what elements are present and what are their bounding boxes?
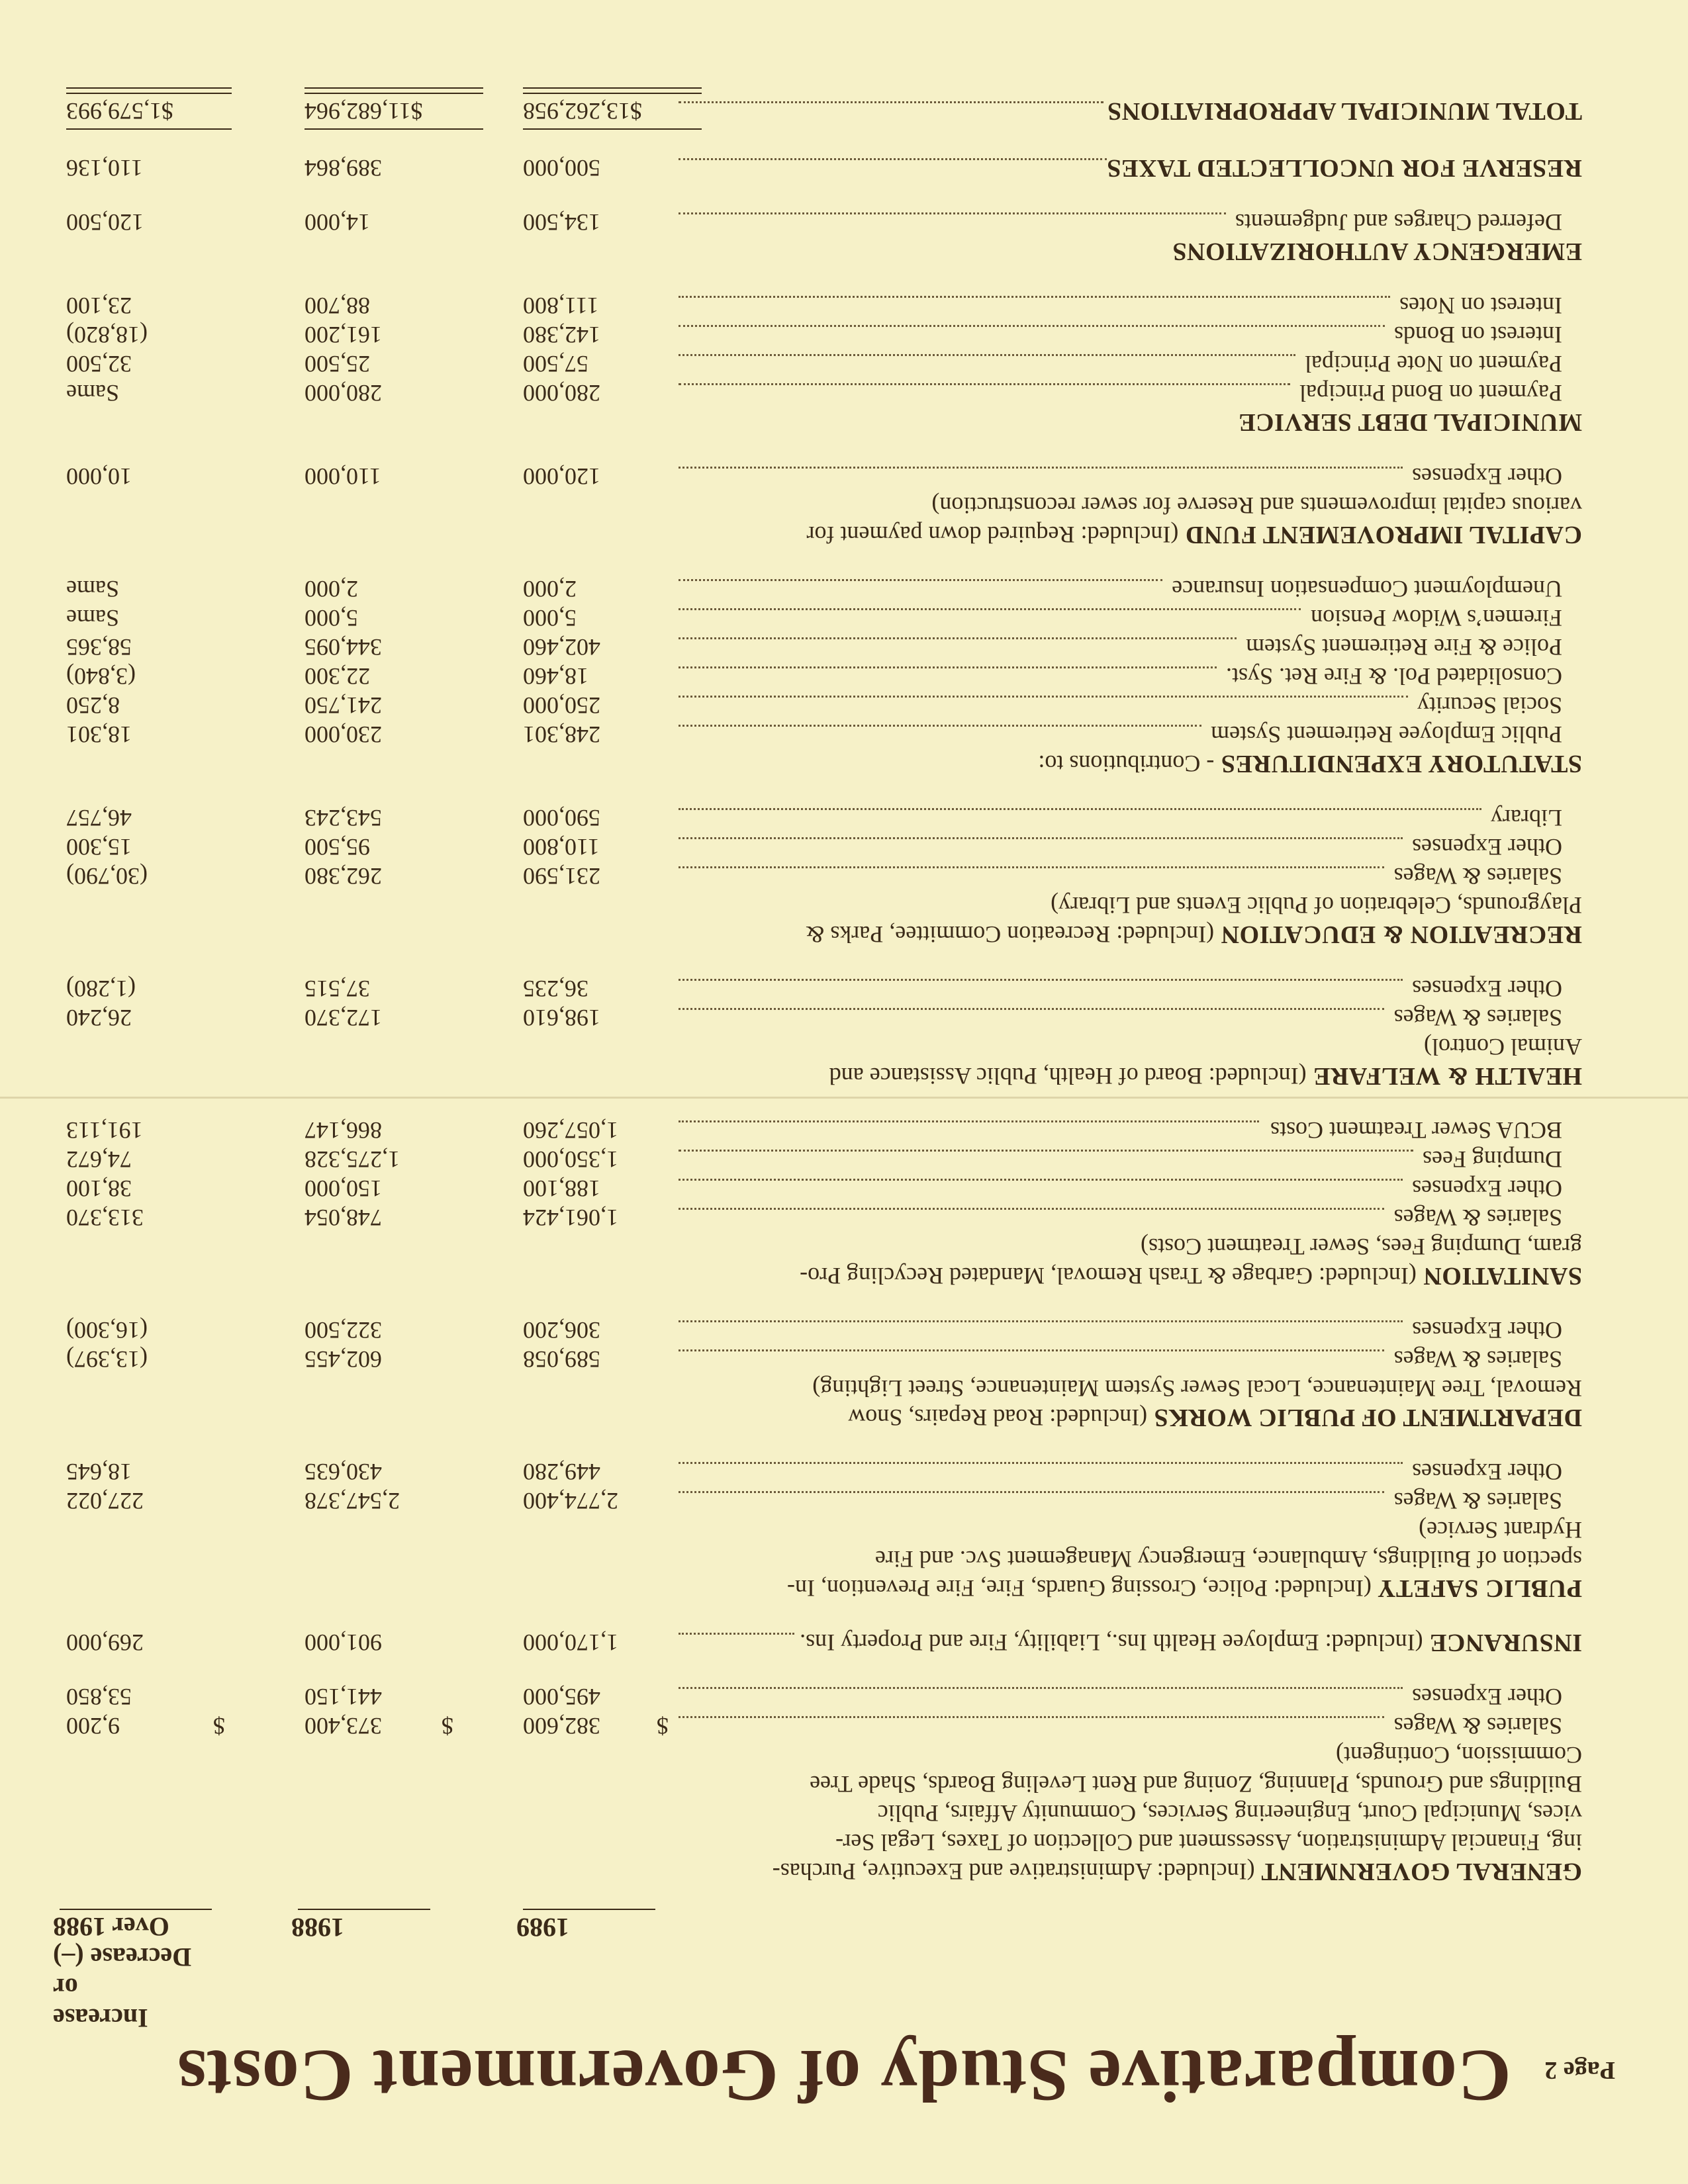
- value-1988: 172,370: [305, 1005, 382, 1031]
- total-rule-double-1: [66, 93, 232, 94]
- value-1988: 373,400: [305, 1713, 382, 1739]
- value-change: (1,280): [66, 976, 136, 1002]
- line-item-label: Salaries & Wages: [1393, 1346, 1562, 1373]
- value-1988: 2,000: [305, 576, 358, 602]
- section-description-line: Commission, Contingent): [1335, 1742, 1582, 1768]
- page-number: Page 2: [1544, 2056, 1615, 2084]
- value-1989: 248,301: [523, 721, 600, 748]
- value-1989: 250,000: [523, 692, 600, 719]
- line-item-label: BCUA Sewer Treatment Costs: [1270, 1117, 1562, 1144]
- value-1989: 110,800: [523, 834, 600, 860]
- section-title: SANITATION: [1423, 1262, 1582, 1290]
- dot-leader: [679, 1320, 1403, 1322]
- value-1989: 111,800: [523, 293, 599, 319]
- value-1989: 1,057,260: [523, 1117, 618, 1144]
- dot-leader: [679, 1008, 1384, 1010]
- value-1989: $13,262,958: [523, 98, 642, 124]
- value-change: 227,022: [66, 1488, 144, 1514]
- total-rule-double-1: [305, 93, 483, 94]
- column-label-change-4: Over 1988: [53, 1912, 169, 1942]
- value-1988: 241,750: [305, 692, 382, 719]
- total-rule-top: [66, 128, 232, 130]
- value-1988: 748,054: [305, 1205, 382, 1231]
- value-change: (18,820): [66, 322, 148, 348]
- value-1989: 36,235: [523, 976, 588, 1002]
- line-item-label: Library: [1491, 805, 1562, 831]
- value-1988: 150,000: [305, 1175, 382, 1202]
- line-item-label: Payment on Bond Principal: [1299, 380, 1562, 406]
- line-item-label: Dumping Fees: [1423, 1146, 1562, 1173]
- dot-leader: [679, 296, 1390, 298]
- line-item-label: Salaries & Wages: [1393, 1713, 1562, 1739]
- value-change: (30,790): [66, 863, 148, 889]
- value-change: 46,757: [66, 805, 132, 831]
- value-1989: 500,000: [523, 155, 600, 181]
- section-description: (Included: Garbage & Trash Removal, Mandated Recycling Pro-: [800, 1263, 1417, 1289]
- value-change: 15,300: [66, 834, 132, 860]
- value-change: Same: [66, 576, 119, 602]
- section-heading: [800, 1628, 1582, 1657]
- value-1988: 14,000: [305, 209, 370, 236]
- dot-leader: [679, 608, 1301, 610]
- value-1989: 18,460: [523, 663, 588, 690]
- value-change: 32,500: [66, 351, 132, 377]
- dot-leader: [679, 1150, 1413, 1152]
- section-description-line: Removal, Tree Maintenance, Local Sewer System Maintenance, Street Lighting): [812, 1375, 1582, 1402]
- line-item-label: Salaries & Wages: [1393, 1005, 1562, 1031]
- line-item-label: Other Expenses: [1412, 1317, 1562, 1343]
- value-1989: 280,000: [523, 380, 600, 406]
- section-title: RESERVE FOR UNCOLLECTED TAXES: [1106, 154, 1582, 182]
- value-1988: 322,500: [305, 1317, 382, 1343]
- value-1989: 5,000: [523, 605, 577, 631]
- currency-symbol: $: [213, 1713, 225, 1739]
- total-rule-double-2: [305, 87, 483, 89]
- value-change: 38,100: [66, 1175, 132, 1202]
- section-heading: [1038, 749, 1582, 778]
- value-change: 53,850: [66, 1684, 132, 1710]
- dot-leader: [679, 354, 1295, 356]
- dot-leader: [679, 1716, 1384, 1718]
- value-change: 18,301: [66, 721, 132, 748]
- value-1988: 262,380: [305, 863, 382, 889]
- line-item-label: Other Expenses: [1412, 1175, 1562, 1202]
- section-description: (Included: Board of Health, Public Assistance and: [829, 1063, 1307, 1089]
- section-description-line: Animal Control): [1424, 1034, 1582, 1060]
- value-change: 74,672: [66, 1146, 132, 1173]
- total-rule-double-2: [523, 87, 702, 89]
- dot-leader: [679, 696, 1408, 698]
- section-heading: [787, 1574, 1582, 1603]
- section-description-line: ing, Financial Administration, Assessment and Collection of Taxes, Legal Ser-: [835, 1829, 1582, 1856]
- line-item-label: Other Expenses: [1412, 976, 1562, 1002]
- line-item-label: Payment on Note Principal: [1305, 351, 1562, 377]
- line-item-label: Social Security: [1417, 692, 1562, 719]
- total-rule-double-2: [66, 87, 232, 89]
- value-change: 191,113: [66, 1117, 143, 1144]
- line-item-label: Other Expenses: [1412, 463, 1562, 490]
- line-item-label: Firemen’s Widow Pension: [1311, 605, 1562, 631]
- total-rule-top: [305, 128, 483, 130]
- section-title: RECREATION & EDUCATION: [1221, 921, 1582, 948]
- section-description-line: spection of Buildings, Ambulance, Emergency Management Svc. and Fire: [874, 1546, 1582, 1572]
- line-item-label: Consolidated Pol. & Fire Ret. Syst.: [1225, 663, 1562, 690]
- value-1988: 543,243: [305, 805, 382, 831]
- value-change: (13,397): [66, 1346, 148, 1373]
- value-1989: 589,058: [523, 1346, 600, 1373]
- section-title: INSURANCE: [1429, 1629, 1582, 1657]
- value-1989: 382,600: [523, 1713, 600, 1739]
- value-1989: 1,350,000: [523, 1146, 618, 1173]
- dot-leader: [679, 637, 1237, 639]
- line-item-label: Salaries & Wages: [1393, 863, 1562, 889]
- value-change: Same: [66, 605, 119, 631]
- dot-leader: [679, 1120, 1259, 1122]
- total-rule-double-1: [523, 93, 702, 94]
- value-1988: 1,275,328: [305, 1146, 400, 1173]
- value-change: 23,100: [66, 293, 132, 319]
- value-1988: 25,500: [305, 351, 370, 377]
- dot-leader: [679, 808, 1481, 810]
- section-title: EMERGENCY AUTHORIZATIONS: [1172, 238, 1582, 265]
- line-item-label: Public Employee Retirement System: [1211, 721, 1562, 748]
- dot-leader: [679, 383, 1290, 385]
- dot-leader: [679, 979, 1403, 981]
- page-title: Comparative Study of Government Costs: [177, 2034, 1511, 2116]
- value-1988: 389,864: [305, 155, 382, 181]
- line-item-label: Unemployment Compensation Insurance: [1172, 576, 1562, 602]
- section-heading: [1172, 237, 1582, 266]
- value-1989: 495,000: [523, 1684, 600, 1710]
- section-title: MUNICIPAL DEBT SERVICE: [1238, 408, 1582, 436]
- section-description: - Contributions to:: [1038, 751, 1215, 777]
- value-change: 9,200: [66, 1713, 120, 1739]
- column-label-1989: 1989: [516, 1913, 569, 1942]
- section-title: DEPARTMENT OF PUBLIC WORKS: [1154, 1404, 1582, 1432]
- column-label-change-3: Decrease (–): [53, 1942, 192, 1972]
- section-description: (Included: Employee Health Ins., Liability, Fire and Property Ins.: [800, 1629, 1423, 1656]
- section-heading: [806, 920, 1582, 949]
- value-1988: 344,095: [305, 634, 382, 660]
- dot-leader: [679, 866, 1384, 868]
- value-1988: 230,000: [305, 721, 382, 748]
- value-change: 10,000: [66, 463, 132, 490]
- value-change: 120,500: [66, 209, 144, 236]
- column-label-change-2: or: [53, 1973, 78, 2003]
- dot-leader: [679, 212, 1226, 214]
- value-1989: 57,500: [523, 351, 588, 377]
- line-item-label: Interest on Bonds: [1394, 322, 1562, 348]
- section-heading: [1239, 408, 1582, 437]
- value-1988: 866,147: [305, 1117, 382, 1144]
- dot-leader: [679, 467, 1403, 469]
- value-1988: 441,150: [305, 1684, 382, 1710]
- value-1988: 161,200: [305, 322, 382, 348]
- dot-leader: [679, 837, 1403, 839]
- dot-leader: [679, 1491, 1384, 1493]
- value-1988: 110,000: [305, 463, 381, 490]
- dot-leader: [679, 1687, 1403, 1689]
- line-item-label: Interest on Notes: [1399, 293, 1562, 319]
- dot-leader: [679, 1633, 794, 1635]
- column-label-1988: 1988: [291, 1913, 344, 1942]
- section-title: GENERAL GOVERNMENT: [1261, 1858, 1582, 1886]
- line-item-label: Salaries & Wages: [1393, 1488, 1562, 1514]
- value-change: 58,365: [66, 634, 132, 660]
- value-1989: 1,061,424: [523, 1205, 618, 1231]
- value-1989: 449,280: [523, 1459, 600, 1485]
- dot-leader: [679, 725, 1201, 727]
- value-change: 269,000: [66, 1629, 144, 1656]
- value-1989: 402,460: [523, 634, 600, 660]
- value-1989: 1,170,000: [523, 1629, 618, 1656]
- currency-symbol: $: [442, 1713, 453, 1739]
- section-description-line: Playgrounds, Celebration of Public Events and Library): [1051, 892, 1582, 919]
- dot-leader: [679, 579, 1162, 581]
- line-item-label: Deferred Charges and Judgements: [1235, 209, 1562, 236]
- value-1988: 37,515: [305, 976, 370, 1002]
- value-change: 313,370: [66, 1205, 144, 1231]
- value-1988: 280,000: [305, 380, 382, 406]
- section-description-line: vices, Municipal Court, Engineering Services, Community Affairs, Public: [877, 1800, 1582, 1827]
- dot-leader: [679, 1349, 1384, 1351]
- dot-leader: [679, 101, 1103, 103]
- value-change: (16,300): [66, 1317, 148, 1343]
- total-rule-top: [523, 128, 702, 130]
- line-item-label: Salaries & Wages: [1393, 1205, 1562, 1231]
- value-1989: 188,100: [523, 1175, 600, 1202]
- value-1989: 231,590: [523, 863, 600, 889]
- value-1988: 430,635: [305, 1459, 382, 1485]
- value-1988: 88,700: [305, 293, 370, 319]
- value-change: Same: [66, 380, 119, 406]
- section-description: (Included: Road Repairs, Snow: [848, 1404, 1148, 1431]
- section-heading: [848, 1403, 1582, 1432]
- value-1988: $11,682,964: [305, 98, 423, 124]
- section-title: PUBLIC SAFETY: [1378, 1574, 1582, 1602]
- section-description: (Included: Recreation Committee, Parks &: [806, 921, 1215, 948]
- section-description-line: various capital improvements and Reserve for sewer reconstruction): [931, 492, 1582, 519]
- line-item-label: Police & Fire Retirement System: [1246, 634, 1562, 660]
- value-change: (3,840): [66, 663, 136, 690]
- value-change: $1,579,993: [66, 98, 173, 124]
- total-label: TOTAL MUNICIPAL APPROPRIATIONS: [1107, 97, 1582, 125]
- value-1989: 134,500: [523, 209, 600, 236]
- dot-leader: [679, 158, 1107, 160]
- value-1989: 198,610: [523, 1005, 600, 1031]
- line-item-label: Other Expenses: [1412, 1459, 1562, 1485]
- value-change: 18,645: [66, 1459, 132, 1485]
- line-item-label: Other Expenses: [1412, 834, 1562, 860]
- section-title: STATUTORY EXPENDITURES: [1221, 750, 1582, 778]
- section-heading: [829, 1062, 1582, 1091]
- section-heading: [807, 520, 1582, 549]
- dot-leader: [679, 1179, 1403, 1181]
- value-1988: 5,000: [305, 605, 358, 631]
- value-1988: 2,547,378: [305, 1488, 400, 1514]
- section-description-line: Buildings and Grounds, Planning, Zoning and Rent Leveling Boards, Shade Tree: [810, 1771, 1582, 1797]
- currency-symbol: $: [657, 1713, 669, 1739]
- section-title: CAPITAL IMPROVEMENT FUND: [1185, 521, 1582, 549]
- value-1988: 602,455: [305, 1346, 382, 1373]
- section-description: (Included: Required down payment for: [806, 522, 1179, 548]
- section-heading: [1107, 154, 1582, 183]
- section-heading: [773, 1857, 1582, 1886]
- value-1989: 2,774,400: [523, 1488, 618, 1514]
- section-description: (Included: Police, Crossing Guards, Fire, Fire Prevention, In-: [787, 1575, 1372, 1602]
- value-1989: 120,000: [523, 463, 600, 490]
- value-1988: 95,500: [305, 834, 370, 860]
- value-1989: 2,000: [523, 576, 577, 602]
- section-heading: [800, 1261, 1582, 1291]
- dot-leader: [679, 325, 1385, 327]
- section-description: (Included: Administrative and Executive, Purchas-: [772, 1858, 1255, 1885]
- value-1988: 22,300: [305, 663, 370, 690]
- dot-leader: [679, 1208, 1384, 1210]
- value-1989: 590,000: [523, 805, 600, 831]
- value-1989: 306,200: [523, 1317, 600, 1343]
- value-1988: 901,000: [305, 1629, 382, 1656]
- dot-leader: [679, 1462, 1403, 1464]
- section-description-line: Hydrant Service): [1419, 1517, 1582, 1543]
- value-1989: 142,380: [523, 322, 600, 348]
- section-title: HEALTH & WELFARE: [1313, 1062, 1582, 1090]
- line-item-label: Other Expenses: [1412, 1684, 1562, 1710]
- value-change: 26,240: [66, 1005, 132, 1031]
- section-description-line: gram, Dumping Fees, Sewer Treatment Costs): [1141, 1234, 1582, 1260]
- dot-leader: [679, 666, 1217, 668]
- value-change: 8,250: [66, 692, 120, 719]
- column-label-change-1: Increase: [53, 2003, 148, 2033]
- value-change: 110,136: [66, 155, 143, 181]
